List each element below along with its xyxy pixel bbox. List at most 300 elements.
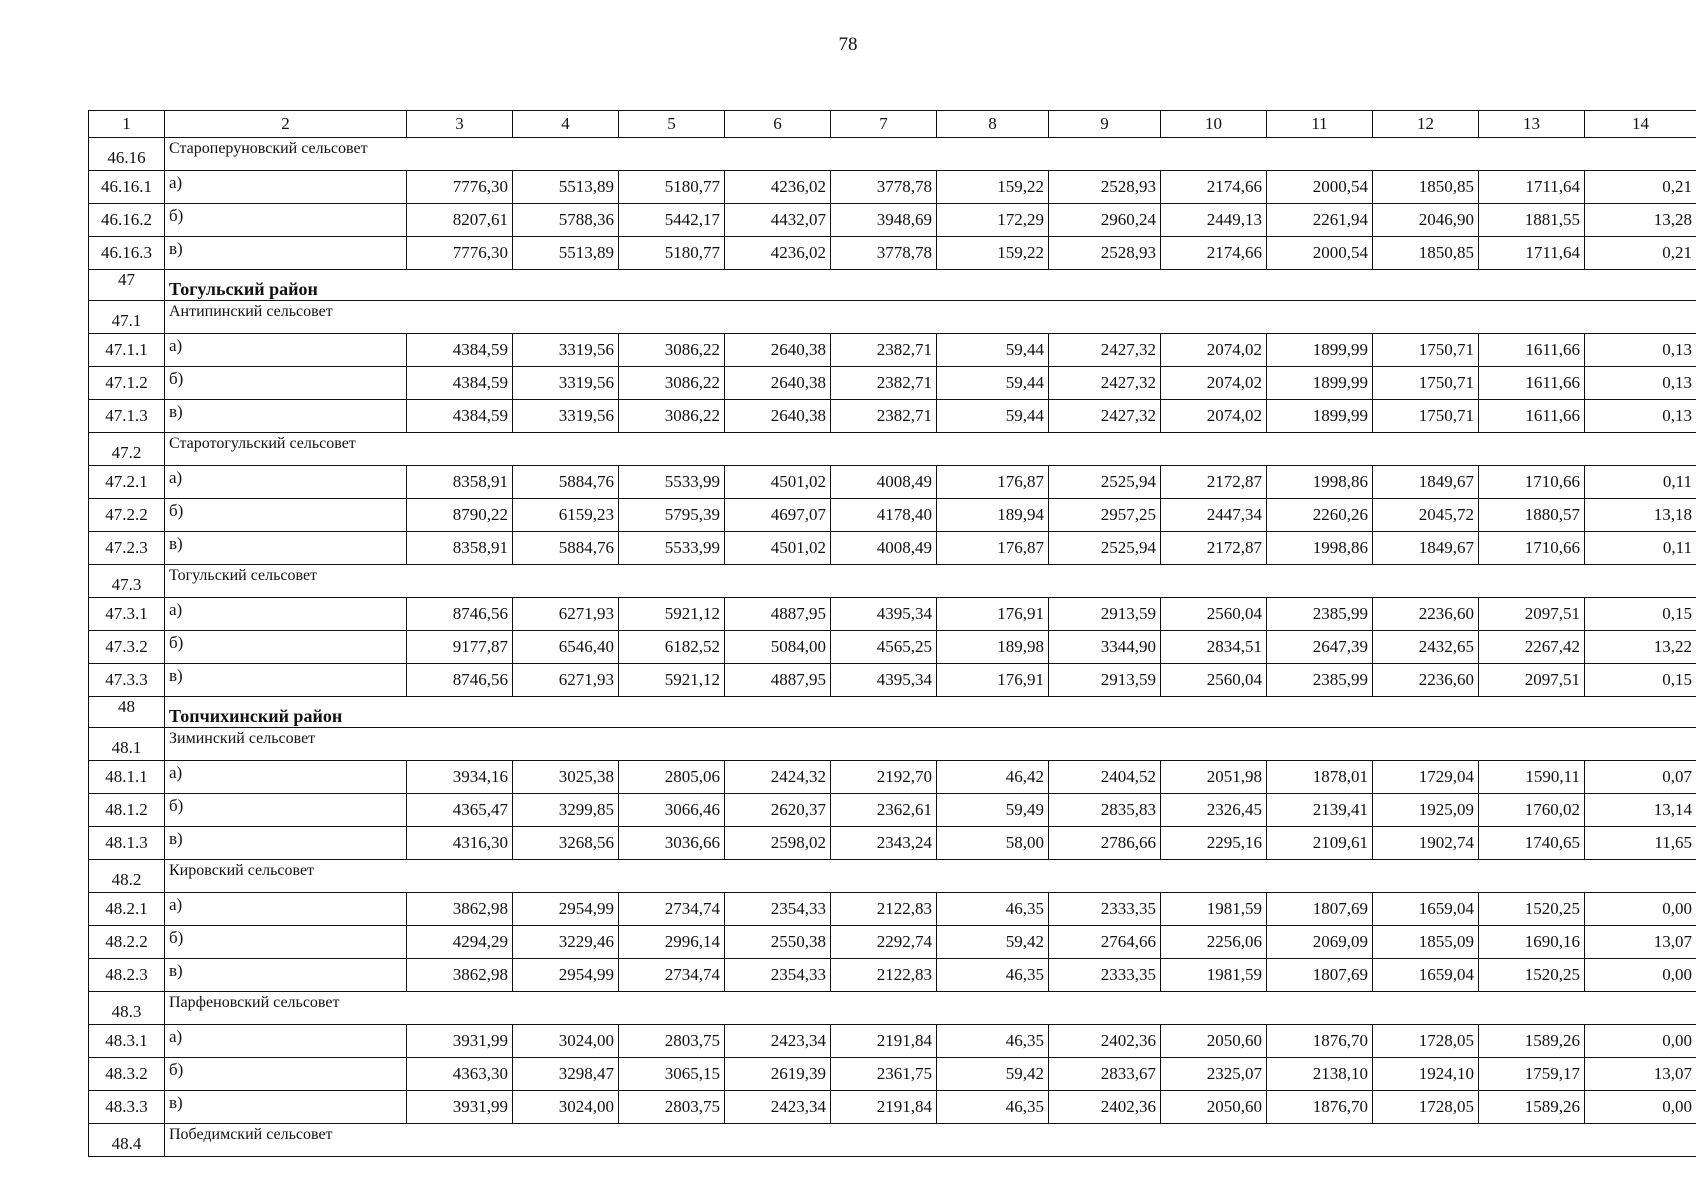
row-code: 47.1.3 <box>89 400 165 433</box>
column-number-cell: 10 <box>1161 111 1267 138</box>
value-cell: 2957,25 <box>1049 499 1161 532</box>
value-cell: 46,35 <box>937 959 1049 992</box>
variant-label: а) <box>165 171 407 204</box>
value-cell: 2528,93 <box>1049 171 1161 204</box>
value-cell: 5442,17 <box>619 204 725 237</box>
value-cell: 3319,56 <box>513 367 619 400</box>
table-row <box>89 926 1696 959</box>
value-cell: 2354,33 <box>725 893 831 926</box>
variant-label: в) <box>165 400 407 433</box>
value-cell: 3024,00 <box>513 1091 619 1124</box>
table-row <box>89 761 1696 794</box>
table-row <box>89 827 1696 860</box>
district-row <box>89 270 1696 301</box>
value-cell: 176,87 <box>937 532 1049 565</box>
variant-label: а) <box>165 893 407 926</box>
value-cell: 3778,78 <box>831 171 937 204</box>
value-cell: 2960,24 <box>1049 204 1161 237</box>
value-cell: 1729,04 <box>1373 761 1479 794</box>
value-cell: 13,14 <box>1585 794 1696 827</box>
value-cell: 3778,78 <box>831 237 937 270</box>
value-cell: 3066,46 <box>619 794 725 827</box>
table-row <box>89 237 1696 270</box>
column-number-cell: 14 <box>1585 111 1696 138</box>
section-row <box>89 992 1696 1025</box>
value-cell: 2122,83 <box>831 959 937 992</box>
value-cell: 59,44 <box>937 367 1049 400</box>
table-row <box>89 400 1696 433</box>
row-code: 48.1.3 <box>89 827 165 860</box>
value-cell: 2295,16 <box>1161 827 1267 860</box>
row-code: 48.3.3 <box>89 1091 165 1124</box>
row-code: 48.3.2 <box>89 1058 165 1091</box>
value-cell: 0,13 <box>1585 367 1696 400</box>
row-code: 48.4 <box>89 1124 165 1157</box>
table-row <box>89 794 1696 827</box>
section-row <box>89 138 1696 171</box>
value-cell: 2236,60 <box>1373 664 1479 697</box>
value-cell: 2954,99 <box>513 959 619 992</box>
row-code: 47.1.1 <box>89 334 165 367</box>
value-cell: 1902,74 <box>1373 827 1479 860</box>
value-cell: 2619,39 <box>725 1058 831 1091</box>
value-cell: 2172,87 <box>1161 466 1267 499</box>
value-cell: 0,00 <box>1585 1091 1696 1124</box>
value-cell: 3086,22 <box>619 334 725 367</box>
value-cell: 5921,12 <box>619 598 725 631</box>
value-cell: 2833,67 <box>1049 1058 1161 1091</box>
table-row <box>89 893 1696 926</box>
variant-label: б) <box>165 499 407 532</box>
table-row <box>89 1058 1696 1091</box>
value-cell: 13,22 <box>1585 631 1696 664</box>
variant-label: а) <box>165 1025 407 1058</box>
variant-label: а) <box>165 334 407 367</box>
value-cell: 1998,86 <box>1267 532 1373 565</box>
value-cell: 1728,05 <box>1373 1091 1479 1124</box>
value-cell: 3086,22 <box>619 400 725 433</box>
value-cell: 2803,75 <box>619 1025 725 1058</box>
value-cell: 2620,37 <box>725 794 831 827</box>
row-code: 47.1 <box>89 301 165 334</box>
value-cell: 1711,64 <box>1479 237 1585 270</box>
value-cell: 1899,99 <box>1267 367 1373 400</box>
variant-label: б) <box>165 1058 407 1091</box>
value-cell: 7776,30 <box>407 237 513 270</box>
value-cell: 2385,99 <box>1267 598 1373 631</box>
row-code: 48.2.3 <box>89 959 165 992</box>
value-cell: 4395,34 <box>831 664 937 697</box>
value-cell: 5921,12 <box>619 664 725 697</box>
table-row <box>89 1091 1696 1124</box>
district-row <box>89 697 1696 728</box>
value-cell: 46,35 <box>937 893 1049 926</box>
value-cell: 0,15 <box>1585 598 1696 631</box>
column-number-cell: 6 <box>725 111 831 138</box>
value-cell: 2402,36 <box>1049 1025 1161 1058</box>
value-cell: 59,44 <box>937 334 1049 367</box>
value-cell: 2260,26 <box>1267 499 1373 532</box>
row-code: 48.2 <box>89 860 165 893</box>
value-cell: 176,91 <box>937 598 1049 631</box>
value-cell: 2954,99 <box>513 893 619 926</box>
column-number-cell: 3 <box>407 111 513 138</box>
value-cell: 1750,71 <box>1373 400 1479 433</box>
value-cell: 4363,30 <box>407 1058 513 1091</box>
value-cell: 5795,39 <box>619 499 725 532</box>
value-cell: 9177,87 <box>407 631 513 664</box>
value-cell: 13,07 <box>1585 1058 1696 1091</box>
section-row <box>89 565 1696 598</box>
value-cell: 3948,69 <box>831 204 937 237</box>
value-cell: 1760,02 <box>1479 794 1585 827</box>
value-cell: 176,87 <box>937 466 1049 499</box>
value-cell: 1590,11 <box>1479 761 1585 794</box>
column-number-cell: 4 <box>513 111 619 138</box>
value-cell: 2382,71 <box>831 400 937 433</box>
value-cell: 2362,61 <box>831 794 937 827</box>
value-cell: 2598,02 <box>725 827 831 860</box>
column-number-cell: 12 <box>1373 111 1479 138</box>
value-cell: 1589,26 <box>1479 1091 1585 1124</box>
value-cell: 0,07 <box>1585 761 1696 794</box>
settlement-name: Победимский сельсовет <box>165 1124 1696 1157</box>
section-row <box>89 1124 1696 1157</box>
value-cell: 2261,94 <box>1267 204 1373 237</box>
value-cell: 1589,26 <box>1479 1025 1585 1058</box>
value-cell: 3065,15 <box>619 1058 725 1091</box>
value-cell: 2764,66 <box>1049 926 1161 959</box>
value-cell: 2404,52 <box>1049 761 1161 794</box>
value-cell: 1759,17 <box>1479 1058 1585 1091</box>
column-number-cell: 2 <box>165 111 407 138</box>
value-cell: 3862,98 <box>407 893 513 926</box>
value-cell: 3931,99 <box>407 1025 513 1058</box>
value-cell: 3931,99 <box>407 1091 513 1124</box>
district-name: Топчихинский район <box>165 697 1696 728</box>
value-cell: 2361,75 <box>831 1058 937 1091</box>
value-cell: 4008,49 <box>831 466 937 499</box>
value-cell: 2449,13 <box>1161 204 1267 237</box>
value-cell: 0,21 <box>1585 171 1696 204</box>
table-row <box>89 959 1696 992</box>
value-cell: 4236,02 <box>725 171 831 204</box>
section-row <box>89 728 1696 761</box>
variant-label: б) <box>165 631 407 664</box>
value-cell: 1728,05 <box>1373 1025 1479 1058</box>
value-cell: 1981,59 <box>1161 959 1267 992</box>
value-cell: 2139,41 <box>1267 794 1373 827</box>
value-cell: 4008,49 <box>831 532 937 565</box>
value-cell: 2647,39 <box>1267 631 1373 664</box>
row-code: 46.16.2 <box>89 204 165 237</box>
value-cell: 3344,90 <box>1049 631 1161 664</box>
value-cell: 8358,91 <box>407 532 513 565</box>
value-cell: 2138,10 <box>1267 1058 1373 1091</box>
row-code: 48.1.2 <box>89 794 165 827</box>
value-cell: 1611,66 <box>1479 400 1585 433</box>
value-cell: 176,91 <box>937 664 1049 697</box>
value-cell: 1710,66 <box>1479 466 1585 499</box>
table-row <box>89 1025 1696 1058</box>
value-cell: 1520,25 <box>1479 959 1585 992</box>
value-cell: 2913,59 <box>1049 598 1161 631</box>
value-cell: 4384,59 <box>407 400 513 433</box>
value-cell: 2074,02 <box>1161 400 1267 433</box>
value-cell: 0,11 <box>1585 532 1696 565</box>
column-number-cell: 7 <box>831 111 937 138</box>
value-cell: 3862,98 <box>407 959 513 992</box>
value-cell: 1998,86 <box>1267 466 1373 499</box>
value-cell: 1740,65 <box>1479 827 1585 860</box>
value-cell: 0,21 <box>1585 237 1696 270</box>
value-cell: 5180,77 <box>619 237 725 270</box>
row-code: 47.2 <box>89 433 165 466</box>
row-code: 48.3 <box>89 992 165 1025</box>
value-cell: 172,29 <box>937 204 1049 237</box>
value-cell: 2805,06 <box>619 761 725 794</box>
value-cell: 5533,99 <box>619 466 725 499</box>
value-cell: 2343,24 <box>831 827 937 860</box>
value-cell: 2432,65 <box>1373 631 1479 664</box>
value-cell: 2191,84 <box>831 1025 937 1058</box>
value-cell: 2382,71 <box>831 367 937 400</box>
value-cell: 2122,83 <box>831 893 937 926</box>
value-cell: 1850,85 <box>1373 171 1479 204</box>
row-code: 46.16.1 <box>89 171 165 204</box>
variant-label: в) <box>165 237 407 270</box>
value-cell: 2050,60 <box>1161 1025 1267 1058</box>
column-number-cell: 11 <box>1267 111 1373 138</box>
value-cell: 2996,14 <box>619 926 725 959</box>
value-cell: 2734,74 <box>619 959 725 992</box>
value-cell: 2640,38 <box>725 400 831 433</box>
row-code: 47.2.1 <box>89 466 165 499</box>
value-cell: 0,00 <box>1585 959 1696 992</box>
value-cell: 4316,30 <box>407 827 513 860</box>
value-cell: 2354,33 <box>725 959 831 992</box>
column-number-cell: 13 <box>1479 111 1585 138</box>
value-cell: 1880,57 <box>1479 499 1585 532</box>
value-cell: 2734,74 <box>619 893 725 926</box>
value-cell: 1520,25 <box>1479 893 1585 926</box>
variant-label: а) <box>165 466 407 499</box>
row-code: 46.16 <box>89 138 165 171</box>
value-cell: 4395,34 <box>831 598 937 631</box>
value-cell: 5788,36 <box>513 204 619 237</box>
variant-label: б) <box>165 926 407 959</box>
value-cell: 159,22 <box>937 171 1049 204</box>
value-cell: 3319,56 <box>513 334 619 367</box>
value-cell: 4294,29 <box>407 926 513 959</box>
value-cell: 5513,89 <box>513 237 619 270</box>
value-cell: 4697,07 <box>725 499 831 532</box>
value-cell: 1876,70 <box>1267 1091 1373 1124</box>
settlement-name: Кировский сельсовет <box>165 860 1696 893</box>
value-cell: 4236,02 <box>725 237 831 270</box>
value-cell: 1876,70 <box>1267 1025 1373 1058</box>
row-code: 47.1.2 <box>89 367 165 400</box>
value-cell: 58,00 <box>937 827 1049 860</box>
row-code: 47 <box>89 270 165 301</box>
value-cell: 1659,04 <box>1373 893 1479 926</box>
variant-label: в) <box>165 959 407 992</box>
value-cell: 2325,07 <box>1161 1058 1267 1091</box>
value-cell: 1711,64 <box>1479 171 1585 204</box>
table-row <box>89 664 1696 697</box>
value-cell: 2835,83 <box>1049 794 1161 827</box>
value-cell: 2333,35 <box>1049 959 1161 992</box>
value-cell: 2192,70 <box>831 761 937 794</box>
value-cell: 0,15 <box>1585 664 1696 697</box>
value-cell: 2834,51 <box>1161 631 1267 664</box>
value-cell: 2045,72 <box>1373 499 1479 532</box>
column-number-cell: 1 <box>89 111 165 138</box>
table-row <box>89 334 1696 367</box>
variant-label: в) <box>165 1091 407 1124</box>
value-cell: 1807,69 <box>1267 893 1373 926</box>
settlement-name: Парфеновский сельсовет <box>165 992 1696 1025</box>
value-cell: 3036,66 <box>619 827 725 860</box>
value-cell: 6271,93 <box>513 664 619 697</box>
value-cell: 11,65 <box>1585 827 1696 860</box>
value-cell: 2560,04 <box>1161 598 1267 631</box>
value-cell: 189,94 <box>937 499 1049 532</box>
value-cell: 4384,59 <box>407 367 513 400</box>
value-cell: 5180,77 <box>619 171 725 204</box>
variant-label: б) <box>165 367 407 400</box>
value-cell: 3934,16 <box>407 761 513 794</box>
value-cell: 1849,67 <box>1373 532 1479 565</box>
value-cell: 4887,95 <box>725 598 831 631</box>
row-code: 47.2.2 <box>89 499 165 532</box>
row-code: 48 <box>89 697 165 728</box>
value-cell: 189,98 <box>937 631 1049 664</box>
value-cell: 2424,32 <box>725 761 831 794</box>
value-cell: 2333,35 <box>1049 893 1161 926</box>
value-cell: 2292,74 <box>831 926 937 959</box>
value-cell: 3086,22 <box>619 367 725 400</box>
row-code: 47.3 <box>89 565 165 598</box>
settlement-name: Тогульский сельсовет <box>165 565 1696 598</box>
table-row <box>89 171 1696 204</box>
settlement-name: Зиминский сельсовет <box>165 728 1696 761</box>
value-cell: 0,11 <box>1585 466 1696 499</box>
value-cell: 5084,00 <box>725 631 831 664</box>
table-row <box>89 631 1696 664</box>
value-cell: 13,07 <box>1585 926 1696 959</box>
value-cell: 8358,91 <box>407 466 513 499</box>
value-cell: 6182,52 <box>619 631 725 664</box>
value-cell: 2525,94 <box>1049 532 1161 565</box>
value-cell: 2051,98 <box>1161 761 1267 794</box>
row-code: 48.1 <box>89 728 165 761</box>
value-cell: 1925,09 <box>1373 794 1479 827</box>
row-code: 47.3.3 <box>89 664 165 697</box>
value-cell: 2256,06 <box>1161 926 1267 959</box>
table-row <box>89 204 1696 237</box>
value-cell: 2913,59 <box>1049 664 1161 697</box>
value-cell: 2382,71 <box>831 334 937 367</box>
value-cell: 2326,45 <box>1161 794 1267 827</box>
page-number: 78 <box>838 34 858 55</box>
value-cell: 2402,36 <box>1049 1091 1161 1124</box>
section-row <box>89 301 1696 334</box>
value-cell: 1807,69 <box>1267 959 1373 992</box>
value-cell: 46,35 <box>937 1025 1049 1058</box>
value-cell: 2786,66 <box>1049 827 1161 860</box>
value-cell: 2640,38 <box>725 334 831 367</box>
value-cell: 2423,34 <box>725 1091 831 1124</box>
value-cell: 1750,71 <box>1373 367 1479 400</box>
value-cell: 1611,66 <box>1479 334 1585 367</box>
column-number-cell: 9 <box>1049 111 1161 138</box>
column-number-row <box>89 111 1696 138</box>
value-cell: 1981,59 <box>1161 893 1267 926</box>
value-cell: 159,22 <box>937 237 1049 270</box>
value-cell: 6546,40 <box>513 631 619 664</box>
value-cell: 3229,46 <box>513 926 619 959</box>
value-cell: 6159,23 <box>513 499 619 532</box>
value-cell: 2525,94 <box>1049 466 1161 499</box>
value-cell: 3298,47 <box>513 1058 619 1091</box>
value-cell: 0,00 <box>1585 1025 1696 1058</box>
value-cell: 3299,85 <box>513 794 619 827</box>
value-cell: 46,35 <box>937 1091 1049 1124</box>
value-cell: 59,49 <box>937 794 1049 827</box>
value-cell: 7776,30 <box>407 171 513 204</box>
value-cell: 1659,04 <box>1373 959 1479 992</box>
value-cell: 0,13 <box>1585 400 1696 433</box>
value-cell: 2000,54 <box>1267 237 1373 270</box>
value-cell: 1849,67 <box>1373 466 1479 499</box>
value-cell: 3268,56 <box>513 827 619 860</box>
value-cell: 2097,51 <box>1479 664 1585 697</box>
value-cell: 3319,56 <box>513 400 619 433</box>
value-cell: 1924,10 <box>1373 1058 1479 1091</box>
row-code: 47.2.3 <box>89 532 165 565</box>
value-cell: 1855,09 <box>1373 926 1479 959</box>
settlement-name: Старотогульский сельсовет <box>165 433 1696 466</box>
value-cell: 2174,66 <box>1161 171 1267 204</box>
value-cell: 6271,93 <box>513 598 619 631</box>
value-cell: 1881,55 <box>1479 204 1585 237</box>
value-cell: 2069,09 <box>1267 926 1373 959</box>
value-cell: 5884,76 <box>513 532 619 565</box>
variant-label: а) <box>165 598 407 631</box>
value-cell: 5533,99 <box>619 532 725 565</box>
value-cell: 2385,99 <box>1267 664 1373 697</box>
value-cell: 2447,34 <box>1161 499 1267 532</box>
value-cell: 1690,16 <box>1479 926 1585 959</box>
value-cell: 13,28 <box>1585 204 1696 237</box>
value-cell: 2427,32 <box>1049 334 1161 367</box>
value-cell: 2000,54 <box>1267 171 1373 204</box>
settlement-name: Староперуновский сельсовет <box>165 138 1696 171</box>
row-code: 48.2.1 <box>89 893 165 926</box>
value-cell: 4501,02 <box>725 466 831 499</box>
value-cell: 59,44 <box>937 400 1049 433</box>
value-cell: 5884,76 <box>513 466 619 499</box>
settlement-name: Антипинский сельсовет <box>165 301 1696 334</box>
variant-label: б) <box>165 794 407 827</box>
value-cell: 1899,99 <box>1267 334 1373 367</box>
column-number-cell: 5 <box>619 111 725 138</box>
value-cell: 8790,22 <box>407 499 513 532</box>
variant-label: в) <box>165 664 407 697</box>
section-row <box>89 860 1696 893</box>
value-cell: 2427,32 <box>1049 400 1161 433</box>
